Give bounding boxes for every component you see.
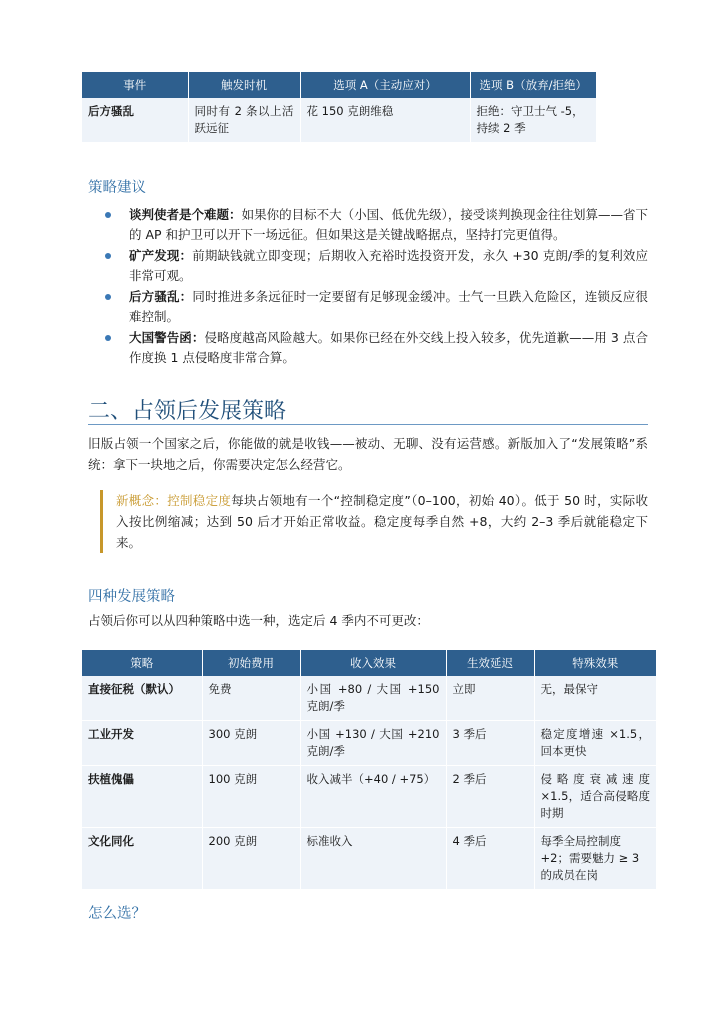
table-cell: 标准收入	[300, 828, 446, 890]
table-cell: 花 150 克朗维稳	[300, 98, 470, 143]
table-cell: 工业开发	[82, 721, 202, 766]
strategy-table-header: 策略	[82, 650, 202, 676]
table-cell: 3 季后	[446, 721, 534, 766]
item-label: 矿产发现：	[129, 248, 193, 263]
section-title: 二、占领后发展策略	[88, 399, 287, 424]
how-to-choose-heading: 怎么选？	[88, 906, 146, 922]
section-divider	[88, 424, 648, 425]
callout-text: 每块占领地有一个“控制稳定度”（0–100，初始 40）。低于 50 时，实际收入按比例缩减；达到 50 后才开始正常收益。稳定度每季自然 +8，大约 2–3 季后就能稳定下来。	[116, 493, 648, 550]
bullet-icon	[105, 212, 111, 218]
strategy-table	[82, 650, 656, 890]
event-table-header: 事件	[82, 72, 188, 98]
item-label: 大国警告函：	[129, 330, 205, 345]
list-item	[88, 287, 648, 327]
table-cell: 直接征税（默认）	[82, 676, 202, 721]
bullet-icon	[105, 335, 111, 341]
bullet-icon	[105, 294, 111, 300]
table-row	[82, 766, 656, 828]
strategies-intro: 占领后你可以从四种策略中选一种，选定后 4 季内不可更改：	[88, 613, 429, 628]
table-cell: 4 季后	[446, 828, 534, 890]
event-table-header-row	[82, 72, 596, 98]
table-cell: 收入减半（+40 / +75）	[300, 766, 446, 828]
list-item	[88, 205, 648, 245]
event-table-header: 触发时机	[188, 72, 300, 98]
item-text: 前期缺钱就立即变现；后期收入充裕时选投资开发，永久 +30 克朗/季的复利效应非常可观。	[129, 248, 648, 283]
list-item	[88, 328, 648, 368]
event-table-header: 选项 A（主动应对）	[300, 72, 470, 98]
table-cell: 100 克朗	[202, 766, 300, 828]
table-cell: 同时有 2 条以上活跃远征	[188, 98, 300, 143]
table-cell: 侵略度衰减速度 ×1.5，适合高侵略度时期	[534, 766, 656, 828]
strategy-table-header-row	[82, 650, 656, 676]
strategy-table-header: 收入效果	[300, 650, 446, 676]
event-table	[82, 72, 596, 143]
item-label: 谈判使者是个难题：	[129, 207, 242, 222]
item-text: 侵略度越高风险越大。如果你已经在外交线上投入较多，优先道歉——用 3 点合作度换 1 点侵略度非常合算。	[129, 330, 648, 365]
table-cell: 200 克朗	[202, 828, 300, 890]
list-item	[88, 246, 648, 286]
table-row	[82, 721, 656, 766]
bullet-icon	[105, 253, 111, 259]
table-cell: 300 克朗	[202, 721, 300, 766]
table-cell: 稳定度增速 ×1.5，回本更快	[534, 721, 656, 766]
section-intro: 旧版占领一个国家之后，你能做的就是收钱——被动、无聊、没有运营感。新版加入了“发展策略”系统：拿下一块地之后，你需要决定怎么经营它。	[88, 436, 648, 472]
item-text: 如果你的目标不大（小国、低优先级），接受谈判换现金往往划算——省下的 AP 和护卫可以开下一场远征。但如果这是关键战略据点，坚持打完更值得。	[129, 207, 648, 242]
event-table-header: 选项 B（放弃/拒绝）	[470, 72, 596, 98]
table-cell: 每季全局控制度 +2；需要魅力 ≥ 3 的成员在岗	[534, 828, 656, 890]
table-cell: 拒绝：守卫士气 -5，持续 2 季	[470, 98, 596, 143]
item-text: 同时推进多条远征时一定要留有足够现金缓冲。士气一旦跌入危险区，连锁反应很难控制。	[129, 289, 648, 324]
table-row	[82, 98, 596, 143]
table-cell: 小国 +130 / 大国 +210 克朗/季	[300, 721, 446, 766]
strategy-table-header: 生效延迟	[446, 650, 534, 676]
table-cell: 2 季后	[446, 766, 534, 828]
item-label: 后方骚乱：	[129, 289, 193, 304]
strategies-heading: 四种发展策略	[88, 589, 175, 605]
table-cell: 扶植傀儡	[82, 766, 202, 828]
table-cell: 小国 +80 / 大国 +150 克朗/季	[300, 676, 446, 721]
table-cell: 文化同化	[82, 828, 202, 890]
strategy-table-header: 特殊效果	[534, 650, 656, 676]
table-cell: 无，最保守	[534, 676, 656, 721]
advice-heading: 策略建议	[88, 180, 146, 196]
table-row	[82, 828, 656, 890]
advice-list	[88, 205, 648, 369]
callout-label: 新概念：控制稳定度	[116, 493, 232, 508]
strategy-table-header: 初始费用	[202, 650, 300, 676]
table-cell: 立即	[446, 676, 534, 721]
table-cell: 后方骚乱	[82, 98, 188, 143]
table-cell: 免费	[202, 676, 300, 721]
callout-box	[100, 490, 648, 553]
table-row	[82, 676, 656, 721]
